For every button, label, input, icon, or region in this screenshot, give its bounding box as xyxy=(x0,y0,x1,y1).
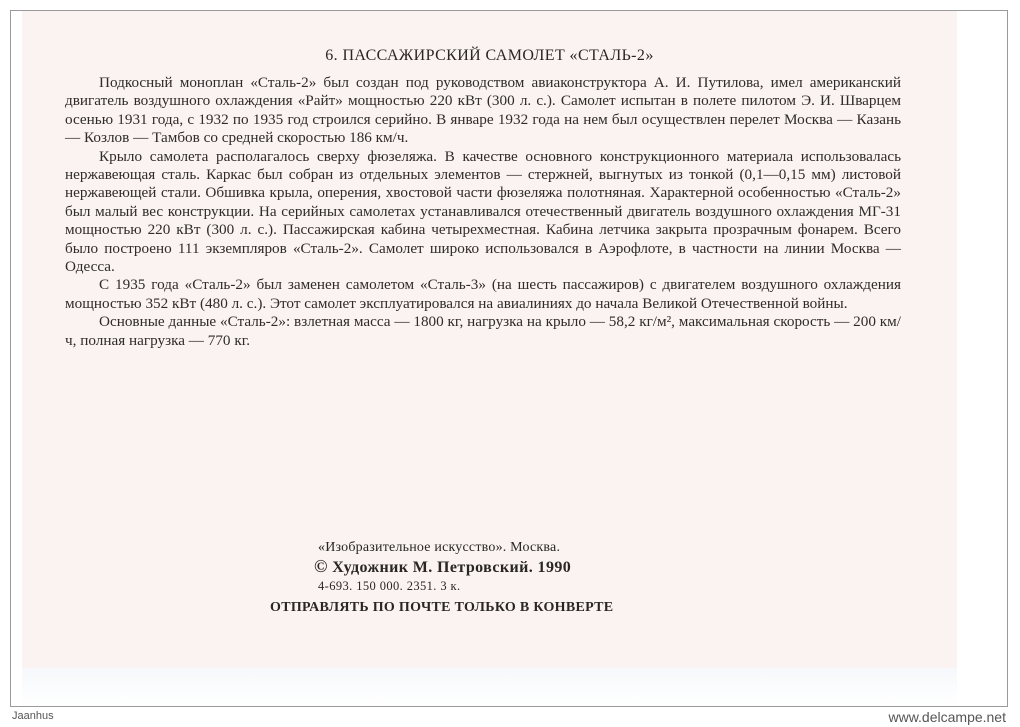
postcard-back xyxy=(22,11,957,668)
paragraph-successor: С 1935 года «Сталь-2» был заменен самолетом «Сталь-3» (на шесть пассажиров) с двигателем воздушного охлаждения мощностью 352 кВт (480 л. с.). Этот самолет эксплуатировался на авиалиниях до начала Великой Отечественной войны. xyxy=(65,276,901,312)
paragraph-specs: Основные данные «Сталь-2»: взлетная масса — 1800 кг, нагрузка на крыло — 58,2 кг/м², максимальная скорость — 200 км/ч, полная нагрузка — 770 кг. xyxy=(65,313,901,349)
card-edge-shadow xyxy=(22,668,957,706)
artist-credit: Художник М. Петровский. 1990 xyxy=(332,559,572,576)
card-title: 6. ПАССАЖИРСКИЙ САМОЛЕТ «СТАЛЬ-2» xyxy=(325,47,654,64)
description-text xyxy=(65,74,901,350)
mailing-notice: ОТПРАВЛЯТЬ ПО ПОЧТЕ ТОЛЬКО В КОНВЕРТЕ xyxy=(270,600,614,615)
copyright-icon: © xyxy=(314,556,328,576)
paragraph-history: Подкосный моноплан «Сталь-2» был создан под руководством авиаконструктора А. И. Путилова, имел американский двигатель воздушного охлаждения «Райт» мощностью 220 кВт (300 л. с.). Самолет испытан в полете пилотом Э. И. Шварцем осенью 1931 года, с 1932 по 1935 год строился серийно. В январе 1932 года на нем был осуществлен перелет Москва — Казань — Козлов — Тамбов со средней скоростью 186 км/ч. xyxy=(65,74,901,147)
paragraph-construction: Крыло самолета располагалось сверху фюзеляжа. В качестве основного конструкционного материала использовалась нержавеющая сталь. Каркас был собран из отдельных элементов — стержней, выгнутых из тонкой (0,1—0,15 мм) листовой нержавеющей стали. Обшивка крыла, оперения, хвостовой части фюзеляжа полотняная. Характерной особенностью «Сталь-2» был малый вес конструкции. На серийных самолетах устанавливался отечественный двигатель воздушного охлаждения МГ-31 мощностью 220 кВт (300 л. с.). Пассажирская кабина четырехместная. Кабина летчика закрыта прозрачным фонарем. Всего было построено 111 экземпляров «Сталь-2». Самолет широко использовался в Аэрофлоте, в частности на линии Москва — Одесса. xyxy=(65,147,901,276)
watermark-seller: Jaanhus xyxy=(12,710,54,722)
print-code: 4-693. 150 000. 2351. 3 к. xyxy=(318,579,461,593)
publisher-line: «Изобразительное искусство». Москва. xyxy=(318,540,561,555)
watermark-site: www.delcampe.net xyxy=(888,709,1006,725)
artist-line xyxy=(314,556,571,577)
